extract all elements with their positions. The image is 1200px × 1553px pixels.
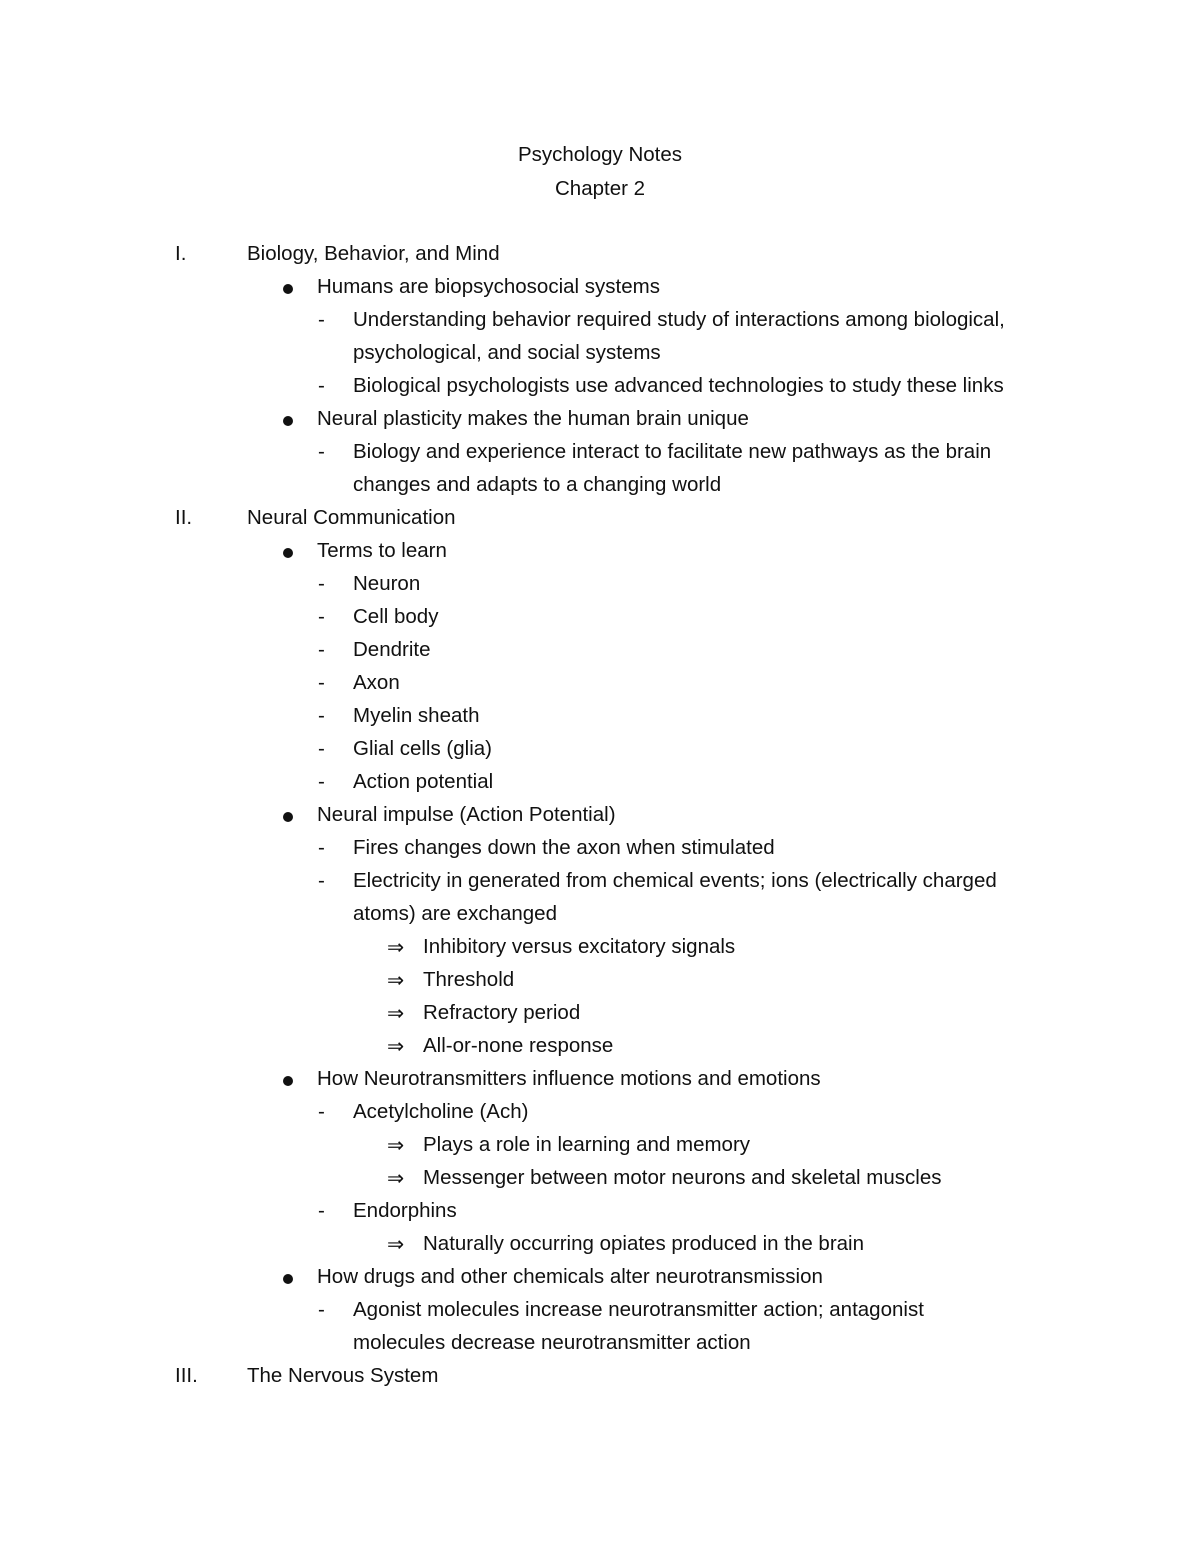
arrow-icon: ⇒ bbox=[387, 1233, 405, 1256]
bullet-icon bbox=[283, 548, 293, 558]
bullet-item: Neural plasticity makes the human brain unique bbox=[317, 407, 749, 430]
dash-item-text: Dendrite bbox=[353, 638, 431, 661]
bullet-item: How Neurotransmitters influence motions and emotions bbox=[317, 1067, 821, 1090]
section-numeral: II. bbox=[175, 506, 193, 529]
dash-marker: - bbox=[318, 1199, 325, 1222]
arrow-icon: ⇒ bbox=[387, 1035, 405, 1058]
bullet-item: Humans are biopsychosocial systems bbox=[317, 275, 660, 298]
dash-marker: - bbox=[318, 737, 325, 760]
dash-marker: - bbox=[318, 638, 325, 661]
bullet-icon bbox=[283, 284, 293, 294]
bullet-icon bbox=[283, 416, 293, 426]
arrow-item-text: Naturally occurring opiates produced in the brain bbox=[423, 1232, 865, 1255]
arrow-item-text: Plays a role in learning and memory bbox=[423, 1133, 751, 1156]
dash-marker: - bbox=[318, 770, 325, 793]
dash-marker: - bbox=[318, 308, 325, 331]
document-subtitle: Chapter 2 bbox=[554, 177, 646, 200]
arrow-item-text: Messenger between motor neurons and skeletal muscles bbox=[423, 1166, 942, 1189]
dash-item-text: atoms) are exchanged bbox=[353, 902, 557, 925]
arrow-item-text: All-or-none response bbox=[423, 1034, 614, 1057]
arrow-icon: ⇒ bbox=[387, 936, 405, 959]
arrow-icon: ⇒ bbox=[387, 969, 405, 992]
dash-item-text: changes and adapts to a changing world bbox=[353, 473, 722, 496]
dash-marker: - bbox=[318, 605, 325, 628]
bullet-icon bbox=[283, 1274, 293, 1284]
section-heading: The Nervous System bbox=[247, 1364, 439, 1387]
bullet-item: Terms to learn bbox=[317, 539, 447, 562]
dash-marker: - bbox=[318, 440, 325, 463]
document-title: Psychology Notes bbox=[517, 143, 683, 166]
dash-item-text: Neuron bbox=[353, 572, 421, 595]
section-heading: Biology, Behavior, and Mind bbox=[247, 242, 500, 265]
dash-item-text: Glial cells (glia) bbox=[353, 737, 492, 760]
dash-marker: - bbox=[318, 836, 325, 859]
dash-item-text: psychological, and social systems bbox=[353, 341, 661, 364]
bullet-item: Neural impulse (Action Potential) bbox=[317, 803, 616, 826]
dash-marker: - bbox=[318, 704, 325, 727]
section-numeral: I. bbox=[175, 242, 187, 265]
dash-marker: - bbox=[318, 1298, 325, 1321]
dash-item-text: Endorphins bbox=[353, 1199, 457, 1222]
dash-item-text: Biology and experience interact to facilitate new pathways as the brain bbox=[353, 440, 992, 463]
arrow-icon: ⇒ bbox=[387, 1002, 405, 1025]
dash-marker: - bbox=[318, 374, 325, 397]
arrow-item-text: Refractory period bbox=[423, 1001, 581, 1024]
dash-marker: - bbox=[318, 869, 325, 892]
dash-item-text: Cell body bbox=[353, 605, 439, 628]
arrow-icon: ⇒ bbox=[387, 1134, 405, 1157]
dash-item-text: Electricity in generated from chemical events; ions (electrically charged bbox=[353, 869, 997, 892]
dash-item-text: Agonist molecules increase neurotransmitter action; antagonist bbox=[353, 1298, 924, 1321]
bullet-item: How drugs and other chemicals alter neurotransmission bbox=[317, 1265, 823, 1288]
dash-item-text: Biological psychologists use advanced technologies to study these links bbox=[353, 374, 1004, 397]
arrow-icon: ⇒ bbox=[387, 1167, 405, 1190]
dash-item-text: Action potential bbox=[353, 770, 494, 793]
dash-item-text: molecules decrease neurotransmitter action bbox=[353, 1331, 751, 1354]
dash-item-text: Myelin sheath bbox=[353, 704, 480, 727]
arrow-item-text: Threshold bbox=[423, 968, 515, 991]
bullet-icon bbox=[283, 812, 293, 822]
dash-item-text: Fires changes down the axon when stimulated bbox=[353, 836, 775, 859]
dash-marker: - bbox=[318, 572, 325, 595]
dash-marker: - bbox=[318, 671, 325, 694]
dash-item-text: Acetylcholine (Ach) bbox=[353, 1100, 529, 1123]
section-heading: Neural Communication bbox=[247, 506, 456, 529]
section-numeral: III. bbox=[175, 1364, 198, 1387]
dash-marker: - bbox=[318, 1100, 325, 1123]
dash-item-text: Understanding behavior required study of interactions among biological, bbox=[353, 308, 1005, 331]
arrow-item-text: Inhibitory versus excitatory signals bbox=[423, 935, 736, 958]
bullet-icon bbox=[283, 1076, 293, 1086]
dash-item-text: Axon bbox=[353, 671, 400, 694]
